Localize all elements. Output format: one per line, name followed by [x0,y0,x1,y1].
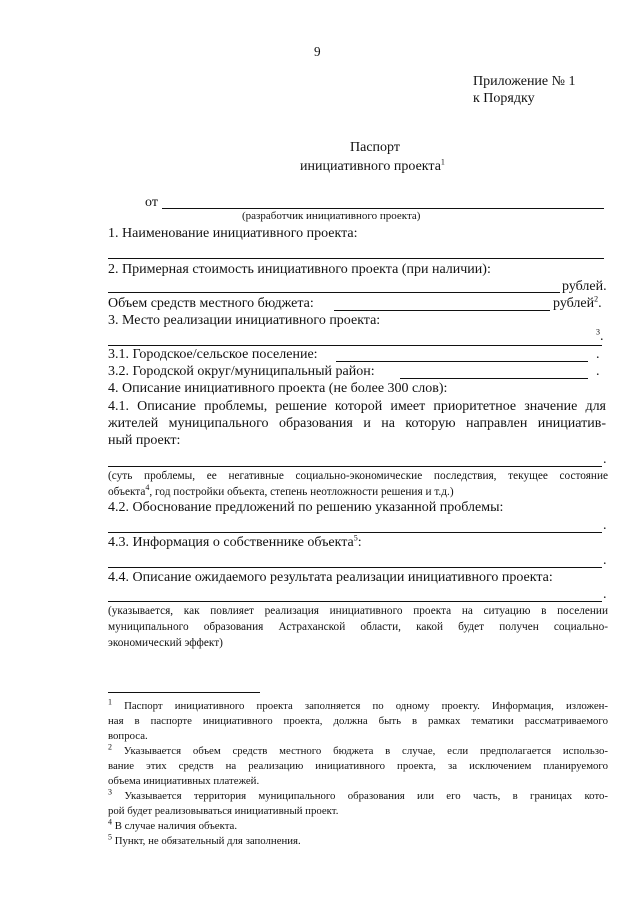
section-3-2-label: 3.2. Городской округ/муниципальный район: [108,364,375,379]
footnote-3-line1 [108,789,608,804]
section-2-unit: рублей. [562,279,607,294]
section-3-2-end: . [596,364,600,379]
section-4-4-note-line1: (указывается, как повлияет реализация инициативного проекта на ситуацию в поселении [108,605,608,617]
section-4-1-field[interactable] [108,466,602,467]
section-3-label: 3. Место реализации инициативного проекта: [108,313,381,328]
section-4-1-note-object: объекта [108,486,146,498]
section-1-label: 1. Наименование инициативного проекта: [108,226,358,241]
footnote-3-text: Указывается территория муниципального образования или его часть, в границах кото- [124,790,609,802]
from-caption: (разработчик инициативного проекта) [242,210,421,222]
from-label: от [145,195,158,210]
section-4-3-field[interactable] [108,567,602,568]
footnote-1-line3: вопроса. [108,730,148,742]
footnote-4-line1 [108,819,237,834]
footnote-4-text: В случае наличия объекта. [114,820,238,832]
section-4-3-end: . [603,553,607,568]
section-4-1-line2: жителей муниципального образования и на которую направлен инициатив- [108,416,606,431]
section-4-1-line1: 4.1. Описание проблемы, решение которой имеет приоритетное значение для [108,399,606,414]
footnote-2-line2: вание этих средств на реализацию инициативного проекта, за исключением планируемого [108,760,608,772]
section-1-field[interactable] [108,258,604,259]
section-3-1-field[interactable] [336,361,588,362]
section-4-4-label: 4.4. Описание ожидаемого результата реализации инициативного проекта: [108,570,553,585]
appendix-order: к Порядку [473,91,535,106]
section-4-2-label: 4.2. Обоснование предложений по решению указанной проблемы: [108,500,504,515]
section-4-3-label [108,535,362,551]
section-3-2-field[interactable] [400,378,588,379]
section-4-label: 4. Описание инициативного проекта (не более 300 слов): [108,381,448,396]
footnote-2-line1 [108,744,608,759]
section-4-1-note-line1: (суть проблемы, ее негативные социально-экономические последствия, текущее состояние [108,470,608,482]
section-3-period: . [600,329,604,344]
doc-subtitle-text: инициативного проекта [300,159,441,174]
footnote-5-mark: 5 [108,832,112,842]
footnote-ref-5: 5 [353,533,358,543]
budget-unit-text: рублей [553,296,595,311]
section-3-1-end: . [596,347,600,362]
section-2-field[interactable] [108,292,560,293]
section-3-end [596,329,604,345]
footnote-1-mark: 1 [108,697,112,707]
section-4-1-note-line2 [108,484,454,501]
appendix-label: Приложение № 1 [473,74,576,89]
section-4-4-end: . [603,587,607,602]
section-4-3-text: 4.3. Информация о собственнике объекта [108,535,354,550]
section-4-1-line3: ный проект: [108,433,181,448]
budget-unit [553,296,602,312]
section-4-3-colon: : [357,535,362,550]
footnote-2-mark: 2 [108,742,112,752]
footnote-separator [108,692,260,693]
budget-field[interactable] [334,310,550,311]
footnote-5-line1 [108,834,301,849]
budget-label: Объем средств местного бюджета: [108,296,314,311]
section-4-1-note-rest: , год постройки объекта, степень неотложности решения и т.д.) [149,486,454,498]
footnote-4-mark: 4 [108,817,112,827]
section-4-4-note-line3: экономический эффект) [108,637,223,649]
section-4-2-end: . [603,518,607,533]
doc-subtitle [300,159,445,175]
section-4-1-end: . [603,452,607,467]
page-number: 9 [314,44,321,59]
doc-title: Паспорт [350,140,400,155]
footnote-3-mark: 3 [108,787,112,797]
section-2-label: 2. Примерная стоимость инициативного проекта (при наличии): [108,262,491,277]
footnote-2-text: Указывается объем средств местного бюджета в случае, если предполагается использо- [123,745,608,757]
footnote-2-line3: объема инициативных платежей. [108,775,260,787]
footnote-1-line1 [108,699,608,714]
footnote-3-line2: рой будет реализовываться инициативный проект. [108,805,339,817]
footnote-ref-2: 2 [594,294,599,304]
section-4-4-note-line2: муниципального образования Астраханской области, какой будет получен социально- [108,621,608,633]
footnote-5-text: Пункт, не обязательный для заполнения. [114,835,301,847]
footnote-ref-1: 1 [440,157,445,167]
section-4-4-field[interactable] [108,601,602,602]
budget-end: . [598,296,602,311]
footnote-1-line2: ная в паспорте инициативного проекта, должна быть в рамках тематики рассматриваемого [108,715,608,727]
section-3-field[interactable] [108,345,602,346]
footnote-ref-4: 4 [145,483,150,493]
footnote-ref-3: 3 [596,327,600,337]
section-3-1-label: 3.1. Городское/сельское поселение: [108,347,318,362]
footnote-1-text: Паспорт инициативного проекта заполняется по одному проекту. Информация, изложен- [124,700,608,712]
